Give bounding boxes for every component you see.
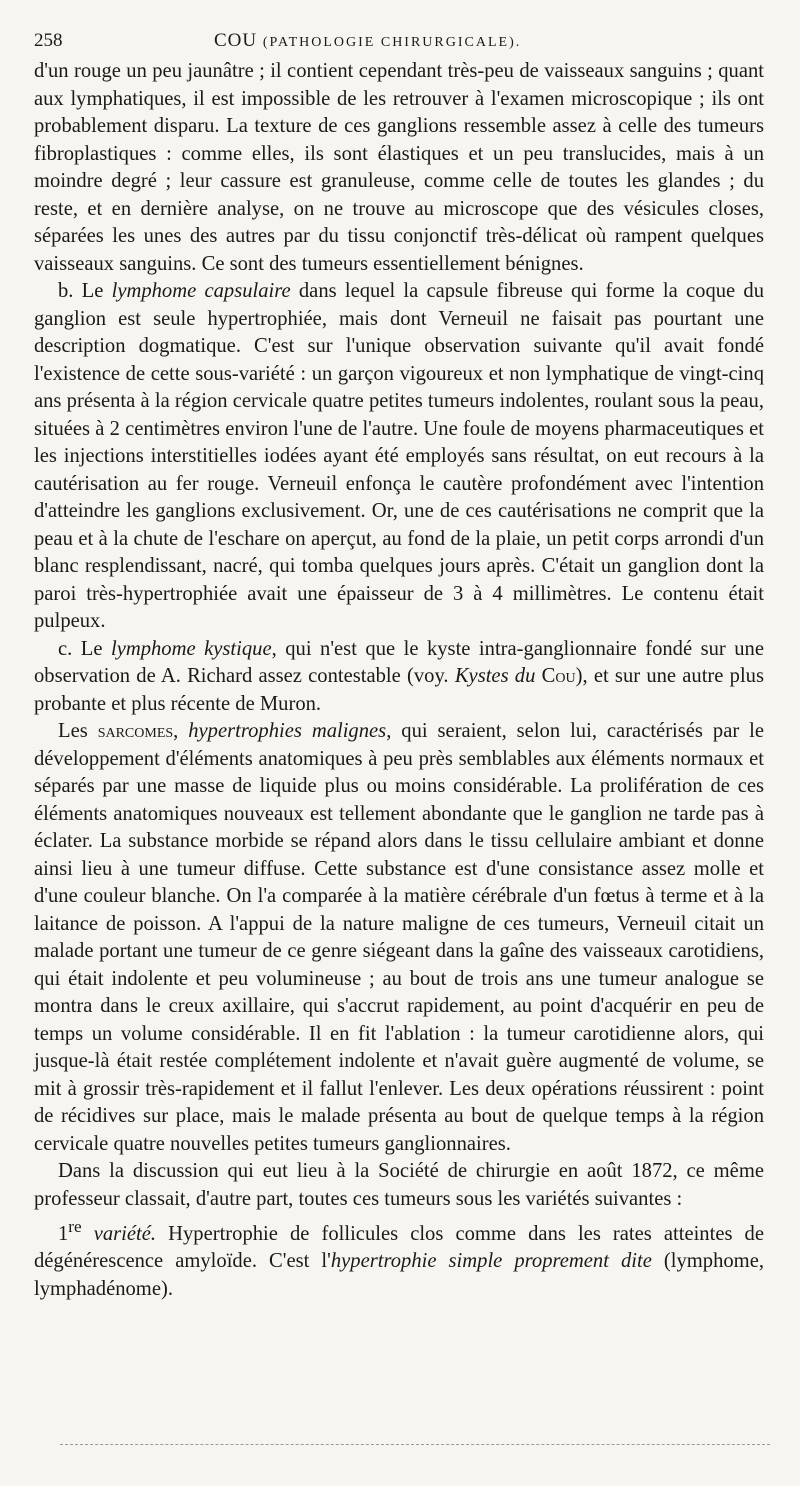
item-b-term: lymphome capsulaire (111, 280, 291, 302)
variete-text2: (lymphome, lymphadénome). (34, 1250, 764, 1300)
sarcomes-term: hypertrophies malignes (188, 720, 387, 742)
page-number: 258 (34, 30, 63, 51)
variete-text1: Hypertrophie de follicules clos comme dans les rates atteintes de dégénérescence amyloïde. C'est l' (34, 1222, 764, 1273)
item-b-text: dans lequel la capsule fibreuse qui forme la coque du ganglion est seule hypertrophiée, mais dont Verneuil ne faisait pas pourtant une description dogmatique. C'est sur l'unique observation suivante qu'il avait fondé l'existence de cette sous-variété : un garçon vigoureux et non lymphatique de vingt-cinq ans présenta à la région cervicale quatre petites tumeurs indolentes, roulant sous la peau, situées à 2 centimètres environ l'une de l'autre. Une foule de moyens pharmaceutiques et les injections interstitielles iodées ayant été employés sans résultat, on eut recours à la cautérisation au fer rouge. Verneuil enfonça le cautère profondément avec l'intention d'atteindre les ganglions exclusivement. Or, une de ces cautérisations ne comprit que la peau et à la chute de l'eschare on aperçut, au fond de la plaie, un petit corps arrondi d'un blanc resplendissant, nacré, qui tomba quelques jours après. C'était un ganglion dont la paroi très-hypertrophiée avait une épaisseur de 3 à 4 millimètres. Le contenu était pulpeux. (34, 280, 764, 632)
running-header (34, 30, 764, 54)
item-c-ref: Kystes du (454, 665, 536, 687)
running-title-sub: (PATHOLOGIE CHIRURGICALE). (262, 35, 522, 50)
sarcomes-word: sarcomes (97, 720, 174, 742)
variete-sup: re (68, 1217, 82, 1236)
body-text (34, 58, 764, 1303)
paragraph-1: d'un rouge un peu jaunâtre ; il contient cependant très-peu de vaisseaux sanguins ; quant aux lymphatiques, il est impossible de les retrouver à l'examen microscopique ; ils ont probablement disparu. La texture de ces ganglions ressemble assez à celle des tumeurs fibroplastiques : comme elles, ils sont élastiques et un peu translucides, mais à un moindre degré ; leur cassure est granuleuse, comme celle de toutes les glandes ; du reste, et en dernière analyse, on ne trouve au microscope que des vésicules closes, séparées les unes des autres par du tissu conjonctif très-délicat où rampent quelques vaisseaux sanguins. Ce sont des tumeurs essentiellement bénignes. (34, 60, 764, 275)
sarcomes-text: , qui seraient, selon lui, caractérisés par le développement d'éléments anatomiques à peu près semblables aux éléments normaux et séparés par une masse de liquide plus ou moins considérable. La prolifération de ces éléments anatomiques nouveaux est tellement abondante que le ganglion ne tarde pas à éclater. La substance morbide se répand alors dans le tissu cellulaire ambiant et donne ainsi lieu à une tumeur diffuse. Cette substance est d'une consistance assez molle et d'une couleur blanche. On l'a comparée à la matière cérébrale d'un fœtus à terme et à la laitance de poisson. A l'appui de la nature maligne de ces tumeurs, Verneuil citait un malade portant une tumeur de ce genre siégeant dans la gaîne des vaisseaux carotidiens, qui était indolente et peu volumineuse ; au bout de trois ans une tumeur analogue se montra dans le creux axillaire, qui s'accrut rapidement, au point d'acquérir en peu de temps un volume considérable. Il en fit l'ablation : la tumeur carotidienne alors, qui jusque-là était restée complétement indolente et n'avait guère augmenté de volume, se mit à grossir très-rapidement et il fallut l'enlever. Les deux opérations réussirent : point de récidives sur place, mais le malade présenta au bout de quelque temps à la région cervicale quatre nouvelles petites tumeurs ganglionnaires. (34, 720, 764, 1155)
paragraph-c (34, 636, 764, 719)
item-c-ref-sc: Cou (541, 665, 576, 687)
item-b-lead: b. Le (58, 280, 112, 302)
item-c-lead: c. Le (58, 637, 111, 660)
item-c-text2: ), et sur une autre plus probante et plus récente de Muron. (34, 665, 764, 715)
running-title (214, 30, 521, 52)
item-c-text1: , qui n'est que le kyste intra-ganglionnaire fondé sur une observation de A. Richard assez contestable (voy. (34, 637, 764, 687)
running-title-main: COU (214, 30, 258, 51)
item-c-term: lymphome kystique (110, 637, 272, 660)
variete-number: 1 (58, 1222, 69, 1245)
sarcomes-lead: Les (58, 720, 98, 742)
variete-term: hypertrophie simple proprement dite (330, 1250, 652, 1273)
paragraph-discussion: Dans la discussion qui eut lieu à la Société de chirurgie en août 1872, ce même professeur classait, d'autre part, toutes ces tumeurs sous les variétés suivantes : (34, 1160, 764, 1210)
paragraph-b (34, 278, 764, 636)
paragraph-sarcomes: Les sarcomes, hypertrophies malignes, qui seraient, selon lui, caractérisés par le développement d'éléments anatomiques à peu près semblables aux éléments normaux et séparés par une masse de liquide plus ou moins considérable. La prolifération de ces éléments anatomiques nouveaux est tellement abondante que le ganglion ne tarde pas à éclater. La substance morbide se répand alors dans le tissu cellulaire ambiant et donne ainsi lieu à une tumeur diffuse. Cette substance est d'une consistance assez molle et d'une couleur blanche. On l'a comparée à la matière cérébrale d'un fœtus à terme et à la laitance de poisson. A l'appui de la nature maligne de ces tumeurs, Verneuil citait un malade portant une tumeur de ce genre siégeant dans la gaîne des vaisseaux carotidiens, qui était indolente et peu volumineuse ; au bout de trois ans une tumeur analogue se montra dans le creux axillaire, qui s'accrut rapidement, au point d'acquérir en peu de temps un volume considérable. Il en fit l'ablation : la tumeur carotidienne alors, qui jusque-là était restée complétement indolente et n'avait guère augmenté de volume, se mit à grossir très-rapidement et il fallut l'enlever. Les deux opérations réussirent : point de récidives sur place, mais le malade présenta au bout de quelque temps à la région cervicale quatre nouvelles petites tumeurs ganglionnaires. (34, 720, 764, 1155)
variete-label: variété. (81, 1222, 157, 1245)
paragraph-variete-1 (34, 1213, 764, 1303)
footer-rule (60, 1444, 770, 1445)
